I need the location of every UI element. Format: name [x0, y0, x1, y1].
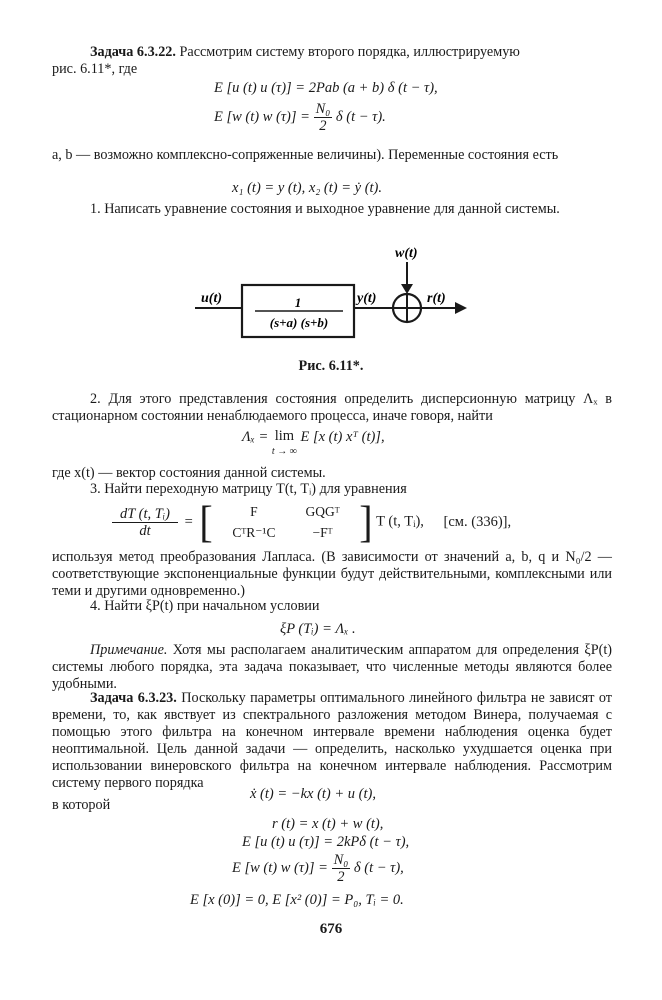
eq-T-fraction [112, 506, 178, 539]
eq-ww2-left: E [w (t) w (τ)] = [232, 859, 328, 876]
eq-ww2-right: δ (t − τ), [353, 859, 404, 876]
output-arrowhead [455, 302, 467, 314]
eq-ww-fraction [314, 101, 333, 134]
equation-lambda-limit [242, 429, 385, 459]
figure-caption: Рис. 6.11*. [298, 358, 364, 374]
eq-lambda-lim-subscript: t → ∞ [271, 446, 297, 457]
diagram-block-numerator: 1 [294, 295, 302, 310]
diagram-block-denominator: (s+a) (s+b) [269, 315, 329, 330]
equation-r: r (t) = x (t) + w (t), [272, 816, 384, 832]
in-which-label: в которой [52, 797, 111, 813]
eq-lambda-lim: lim [274, 428, 295, 444]
eq-ww-numerator: N₀ [315, 101, 331, 117]
diagram-input-label: u(t) [201, 291, 222, 306]
task-6-3-23-paragraph [52, 690, 612, 792]
eq-ww2-denominator: 2 [337, 869, 345, 885]
task-6-3-23-text: Поскольку параметры оптимального линейного фильтра не зависят от времени, то, как явствует из спектрального разложения методом Винера, получаемая с помощью этого фильтра на конечном интервале времени наблюдения оценка будет неоптимальной. Цель данной задачи — определить, насколько ухудшается оценка при использовании винеровского фильтра на конечном интервале наблюдения. Рассмотрим систему первого порядка [52, 690, 612, 791]
eq-ww2-numerator: N₀ [333, 852, 349, 868]
eq-T-right: T (t, Tᵢ), [376, 513, 424, 530]
block-diagram [195, 240, 485, 345]
equation-ww-first-order [232, 852, 404, 885]
eq-lambda-limit-operator [272, 429, 297, 459]
matrix-row [218, 502, 353, 521]
eq-T-reference: [см. (336)], [443, 513, 512, 530]
note-text: Хотя мы располагаем аналитическим аппаратом для определения ξP(t) системы любого порядка, эта задача показывает, что численные методы являются более удобными. [52, 642, 612, 692]
task-6-3-23-title: Задача 6.3.23. [90, 690, 177, 706]
paragraph-complex-conjugate: a, b — возможно комплексно-сопряженные величины). Переменные состояния есть [52, 147, 559, 163]
where-x-state-vector: где x(t) — вектор состояния данной системы. [52, 465, 326, 481]
eq-T-equals: = [184, 513, 193, 530]
hamiltonian-matrix [216, 500, 355, 544]
item-1-state-equation: 1. Написать уравнение состояния и выходное уравнение для данной системы. [90, 201, 560, 217]
eq-ww-left: E [w (t) w (τ)] = [214, 108, 310, 125]
note-label: Примечание. [90, 642, 168, 658]
equation-initial-conditions: E [x (0)] = 0, E [x² (0)] = P₀, Tᵢ = 0. [190, 892, 404, 908]
task-6-3-22-intro-text: Рассмотрим систему второго порядка, иллюстрируемую [175, 44, 520, 60]
eq-lambda-left: Λₓ = [242, 429, 269, 445]
equation-xi-initial: ξP (Tᵢ) = Λₓ . [280, 621, 356, 637]
equation-uu-first-order: E [u (t) u (τ)] = 2kPδ (t − τ), [242, 834, 410, 850]
matrix-cell: F [250, 504, 258, 519]
task-6-3-22-intro-line2: рис. 6.11*, где [52, 61, 138, 77]
noise-arrowhead [401, 284, 413, 294]
item-4-initial-condition: 4. Найти ξP(t) при начальном условии [90, 598, 320, 614]
matrix-cell: −Fᵀ [312, 525, 333, 540]
matrix-left-bracket: [ [199, 496, 213, 547]
matrix-right-bracket: ] [359, 496, 373, 547]
equation-xdot: ẋ (t) = −kx (t) + u (t), [250, 786, 376, 802]
note-paragraph [52, 642, 612, 693]
diagram-output-label: r(t) [427, 291, 446, 306]
eq-ww-denominator: 2 [319, 118, 327, 134]
eq-lambda-right: E [x (t) xᵀ (t)], [300, 429, 385, 445]
eq-ww2-fraction [332, 852, 351, 885]
page-number: 676 [319, 921, 343, 937]
equation-uu-correlation: E [u (t) u (τ)] = 2Pab (a + b) δ (t − τ), [214, 80, 438, 96]
item-2-dispersion-matrix: 2. Для этого представления состояния определить дисперсионную матрицу Λₓ в стационарном состоянии ненаблюдаемого процесса, иначе говоря, найти [52, 391, 612, 424]
matrix-cell: GQGᵀ [305, 504, 340, 519]
paragraph-laplace: используя метод преобразования Лапласа. (В зависимости от значений a, b, q и N₀/2 — соответствующие экспоненциальные функции будут действительными, комплексными или теми и другими одновременно.) [52, 549, 612, 599]
matrix-cell: CᵀR⁻¹C [232, 525, 276, 540]
equation-transition-matrix [112, 496, 512, 547]
diagram-noise-label: w(t) [395, 246, 418, 261]
diagram-y-label: y(t) [357, 291, 377, 306]
eq-ww-right: δ (t − τ). [335, 108, 386, 125]
matrix-row [218, 523, 353, 542]
item-3-transition-matrix: 3. Найти переходную матрицу T(t, Tᵢ) для уравнения [90, 481, 407, 497]
eq-T-numerator: dT (t, Tᵢ) [112, 506, 178, 523]
eq-T-denominator: dt [139, 522, 151, 539]
equation-state-variables: x₁ (t) = y (t), x₂ (t) = ẏ (t). [232, 180, 383, 196]
task-6-3-22-title: Задача 6.3.22. [90, 44, 176, 60]
equation-ww-correlation [214, 101, 386, 134]
task-6-3-22-intro [52, 44, 612, 61]
